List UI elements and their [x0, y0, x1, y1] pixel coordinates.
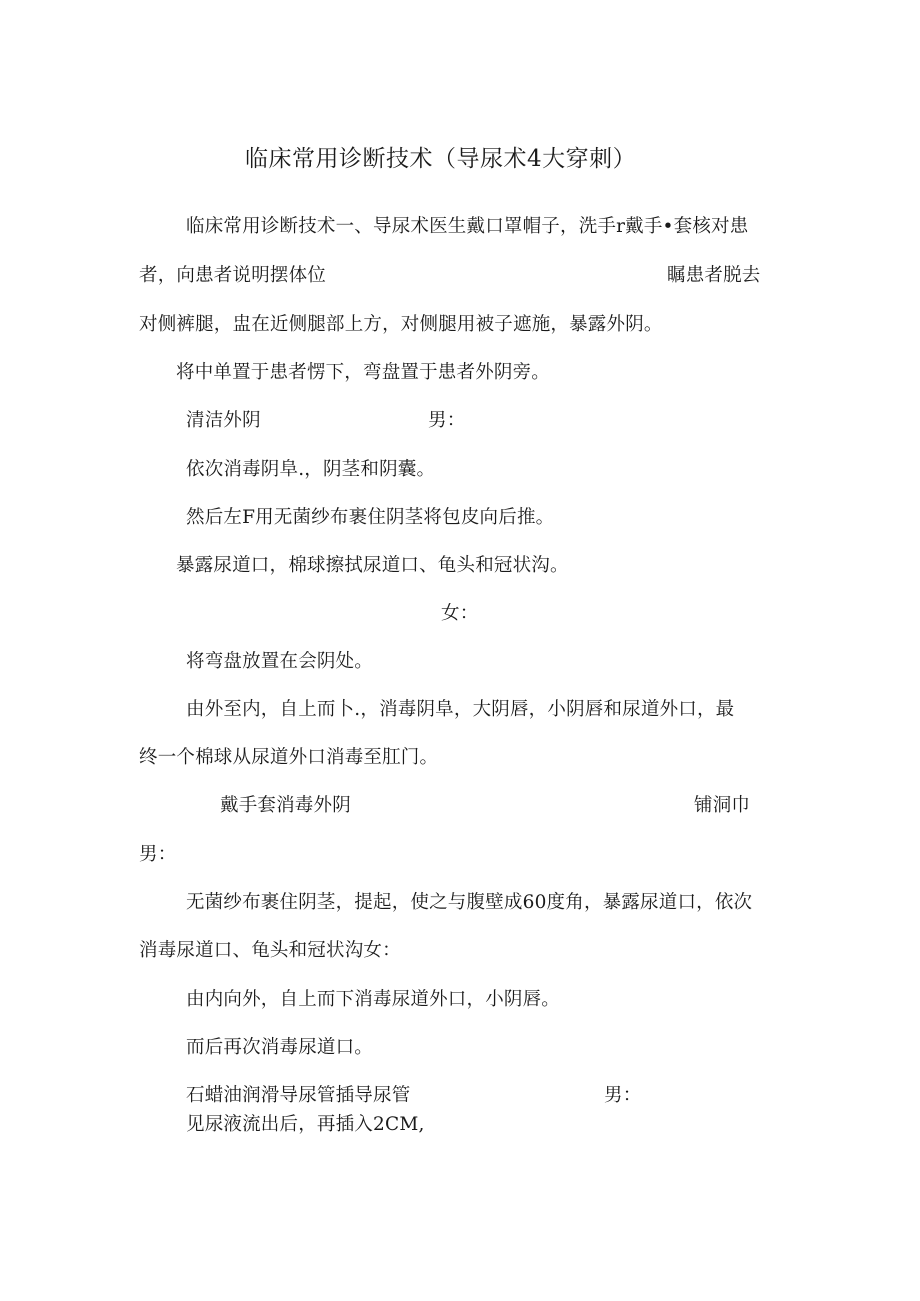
paragraph-line: 而后再次消毒尿道口。 — [186, 1037, 374, 1058]
paragraph-line: 男： — [428, 410, 466, 431]
paragraph-line: 终一个棉球从尿道外口消毒至肛门。 — [139, 747, 439, 768]
paragraph-line: 然后左F用无菌纱布裹住阴茎将包皮向后推。 — [186, 507, 555, 528]
paragraph-line: 由外至内，自上而卜.，消毒阴阜，大阴唇，小阴唇和尿道外口，最 — [186, 699, 735, 720]
paragraph-line: 将中单置于患者愣下，弯盘置于患者外阴旁。 — [176, 362, 551, 383]
document-title: 临床常用诊断技术（导尿术4大穿刺） — [245, 146, 637, 172]
paragraph-line: 男： — [139, 844, 177, 865]
paragraph-line: 铺洞巾 — [694, 795, 751, 816]
paragraph-line: 暴露尿道口，棉球擦拭尿道口、龟头和冠状沟。 — [176, 555, 569, 576]
paragraph-line: 消毒尿道口、龟头和冠状沟女： — [139, 940, 401, 961]
paragraph-line: 临床常用诊断技术一、导尿术医生戴口罩帽子，洗手r戴手•套核对患 — [186, 216, 749, 237]
paragraph-line: 瞩患者脱去 — [667, 265, 761, 286]
paragraph-line: 由内向外，自上而下消毒尿道外口，小阴唇。 — [186, 989, 561, 1010]
paragraph-line: 见尿液流出后，再插入2CM, — [186, 1114, 425, 1135]
paragraph-line: 清洁外阴 — [186, 410, 261, 431]
paragraph-line: 对侧裤腿，盅在近侧腿部上方，对侧腿用被子遮施，暴露外阴。 — [139, 314, 663, 335]
paragraph-line: 者，向患者说明摆体位 — [139, 265, 327, 286]
paragraph-line: 依次消毒阴阜.，阴茎和阴囊。 — [186, 459, 436, 480]
paragraph-line: 戴手套消毒外阴 — [220, 795, 351, 816]
paragraph-line: 石蜡油润滑导尿管插导尿管 — [186, 1085, 411, 1106]
paragraph-line: 将弯盘放置在会阴处。 — [186, 651, 374, 672]
paragraph-line: 男： — [604, 1085, 642, 1106]
paragraph-line: 无菌纱布裹住阴茎，提起，使之与腹壁成60度角，暴露尿道口，依次 — [186, 892, 753, 913]
paragraph-line: 女： — [441, 603, 479, 624]
